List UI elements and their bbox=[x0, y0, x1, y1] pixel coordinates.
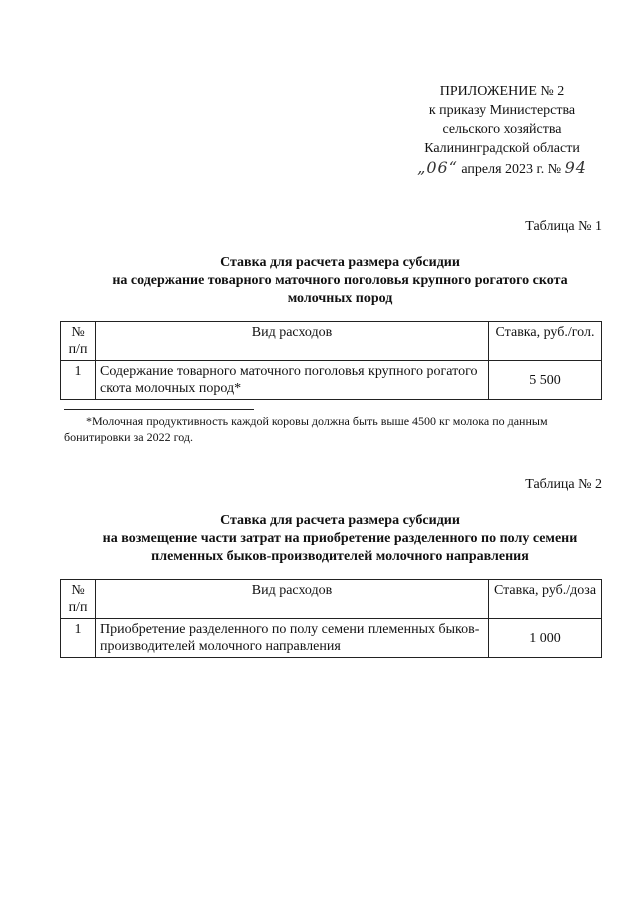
footnote-divider bbox=[64, 409, 254, 410]
appendix-order-line: к приказу Министерства bbox=[428, 103, 576, 118]
table1-title bbox=[60, 254, 620, 308]
date-text: апреля 2023 г. № bbox=[461, 162, 562, 177]
cell-type: Содержание товарного маточного поголовья крупного рогатого скота молочных пород* bbox=[96, 361, 489, 400]
appendix-title: ПРИЛОЖЕНИЕ № 2 bbox=[439, 84, 565, 99]
handwritten-day: „06“ bbox=[417, 158, 458, 177]
table2-title-line2: на возмещение части затрат на приобретение разделенного по полу семени bbox=[102, 531, 578, 546]
header-type: Вид расходов bbox=[96, 580, 489, 619]
table-row bbox=[61, 361, 602, 400]
table2-label: Таблица № 2 bbox=[525, 477, 602, 492]
table1-header-row bbox=[61, 322, 602, 361]
handwritten-number: 94 bbox=[564, 158, 587, 177]
table2-title bbox=[60, 512, 620, 566]
cell-rate: 5 500 bbox=[489, 361, 602, 400]
table2 bbox=[60, 579, 602, 658]
header-type: Вид расходов bbox=[96, 322, 489, 361]
table1-footnote: *Молочная продуктивность каждой коровы должна быть выше 4500 кг молока по данным бонитировки за 2022 год. bbox=[64, 414, 548, 444]
table2-header-row bbox=[61, 580, 602, 619]
header-num: № п/п bbox=[61, 580, 96, 619]
appendix-header bbox=[402, 82, 602, 179]
header-rate: Ставка, руб./доза bbox=[489, 580, 602, 619]
table1-title-line2: на содержание товарного маточного поголовья крупного рогатого скота bbox=[112, 273, 568, 288]
header-rate: Ставка, руб./гол. bbox=[489, 322, 602, 361]
appendix-date-line bbox=[402, 158, 602, 179]
header-num: № п/п bbox=[61, 322, 96, 361]
cell-num: 1 bbox=[61, 361, 96, 400]
cell-type: Приобретение разделенного по полу семени племенных быков-производителей молочного направления bbox=[96, 619, 489, 658]
cell-rate: 1 000 bbox=[489, 619, 602, 658]
table2-title-line3: племенных быков-производителей молочного направления bbox=[151, 549, 529, 564]
cell-num: 1 bbox=[61, 619, 96, 658]
appendix-ministry-line: сельского хозяйства bbox=[442, 122, 562, 137]
table1-title-line1: Ставка для расчета размера субсидии bbox=[220, 255, 460, 270]
appendix-region-line: Калининградской области bbox=[424, 141, 580, 156]
table2-title-line1: Ставка для расчета размера субсидии bbox=[220, 513, 460, 528]
table1-title-line3: молочных пород bbox=[287, 291, 393, 306]
table1-label: Таблица № 1 bbox=[525, 219, 602, 234]
table1 bbox=[60, 321, 602, 400]
table-row bbox=[61, 619, 602, 658]
